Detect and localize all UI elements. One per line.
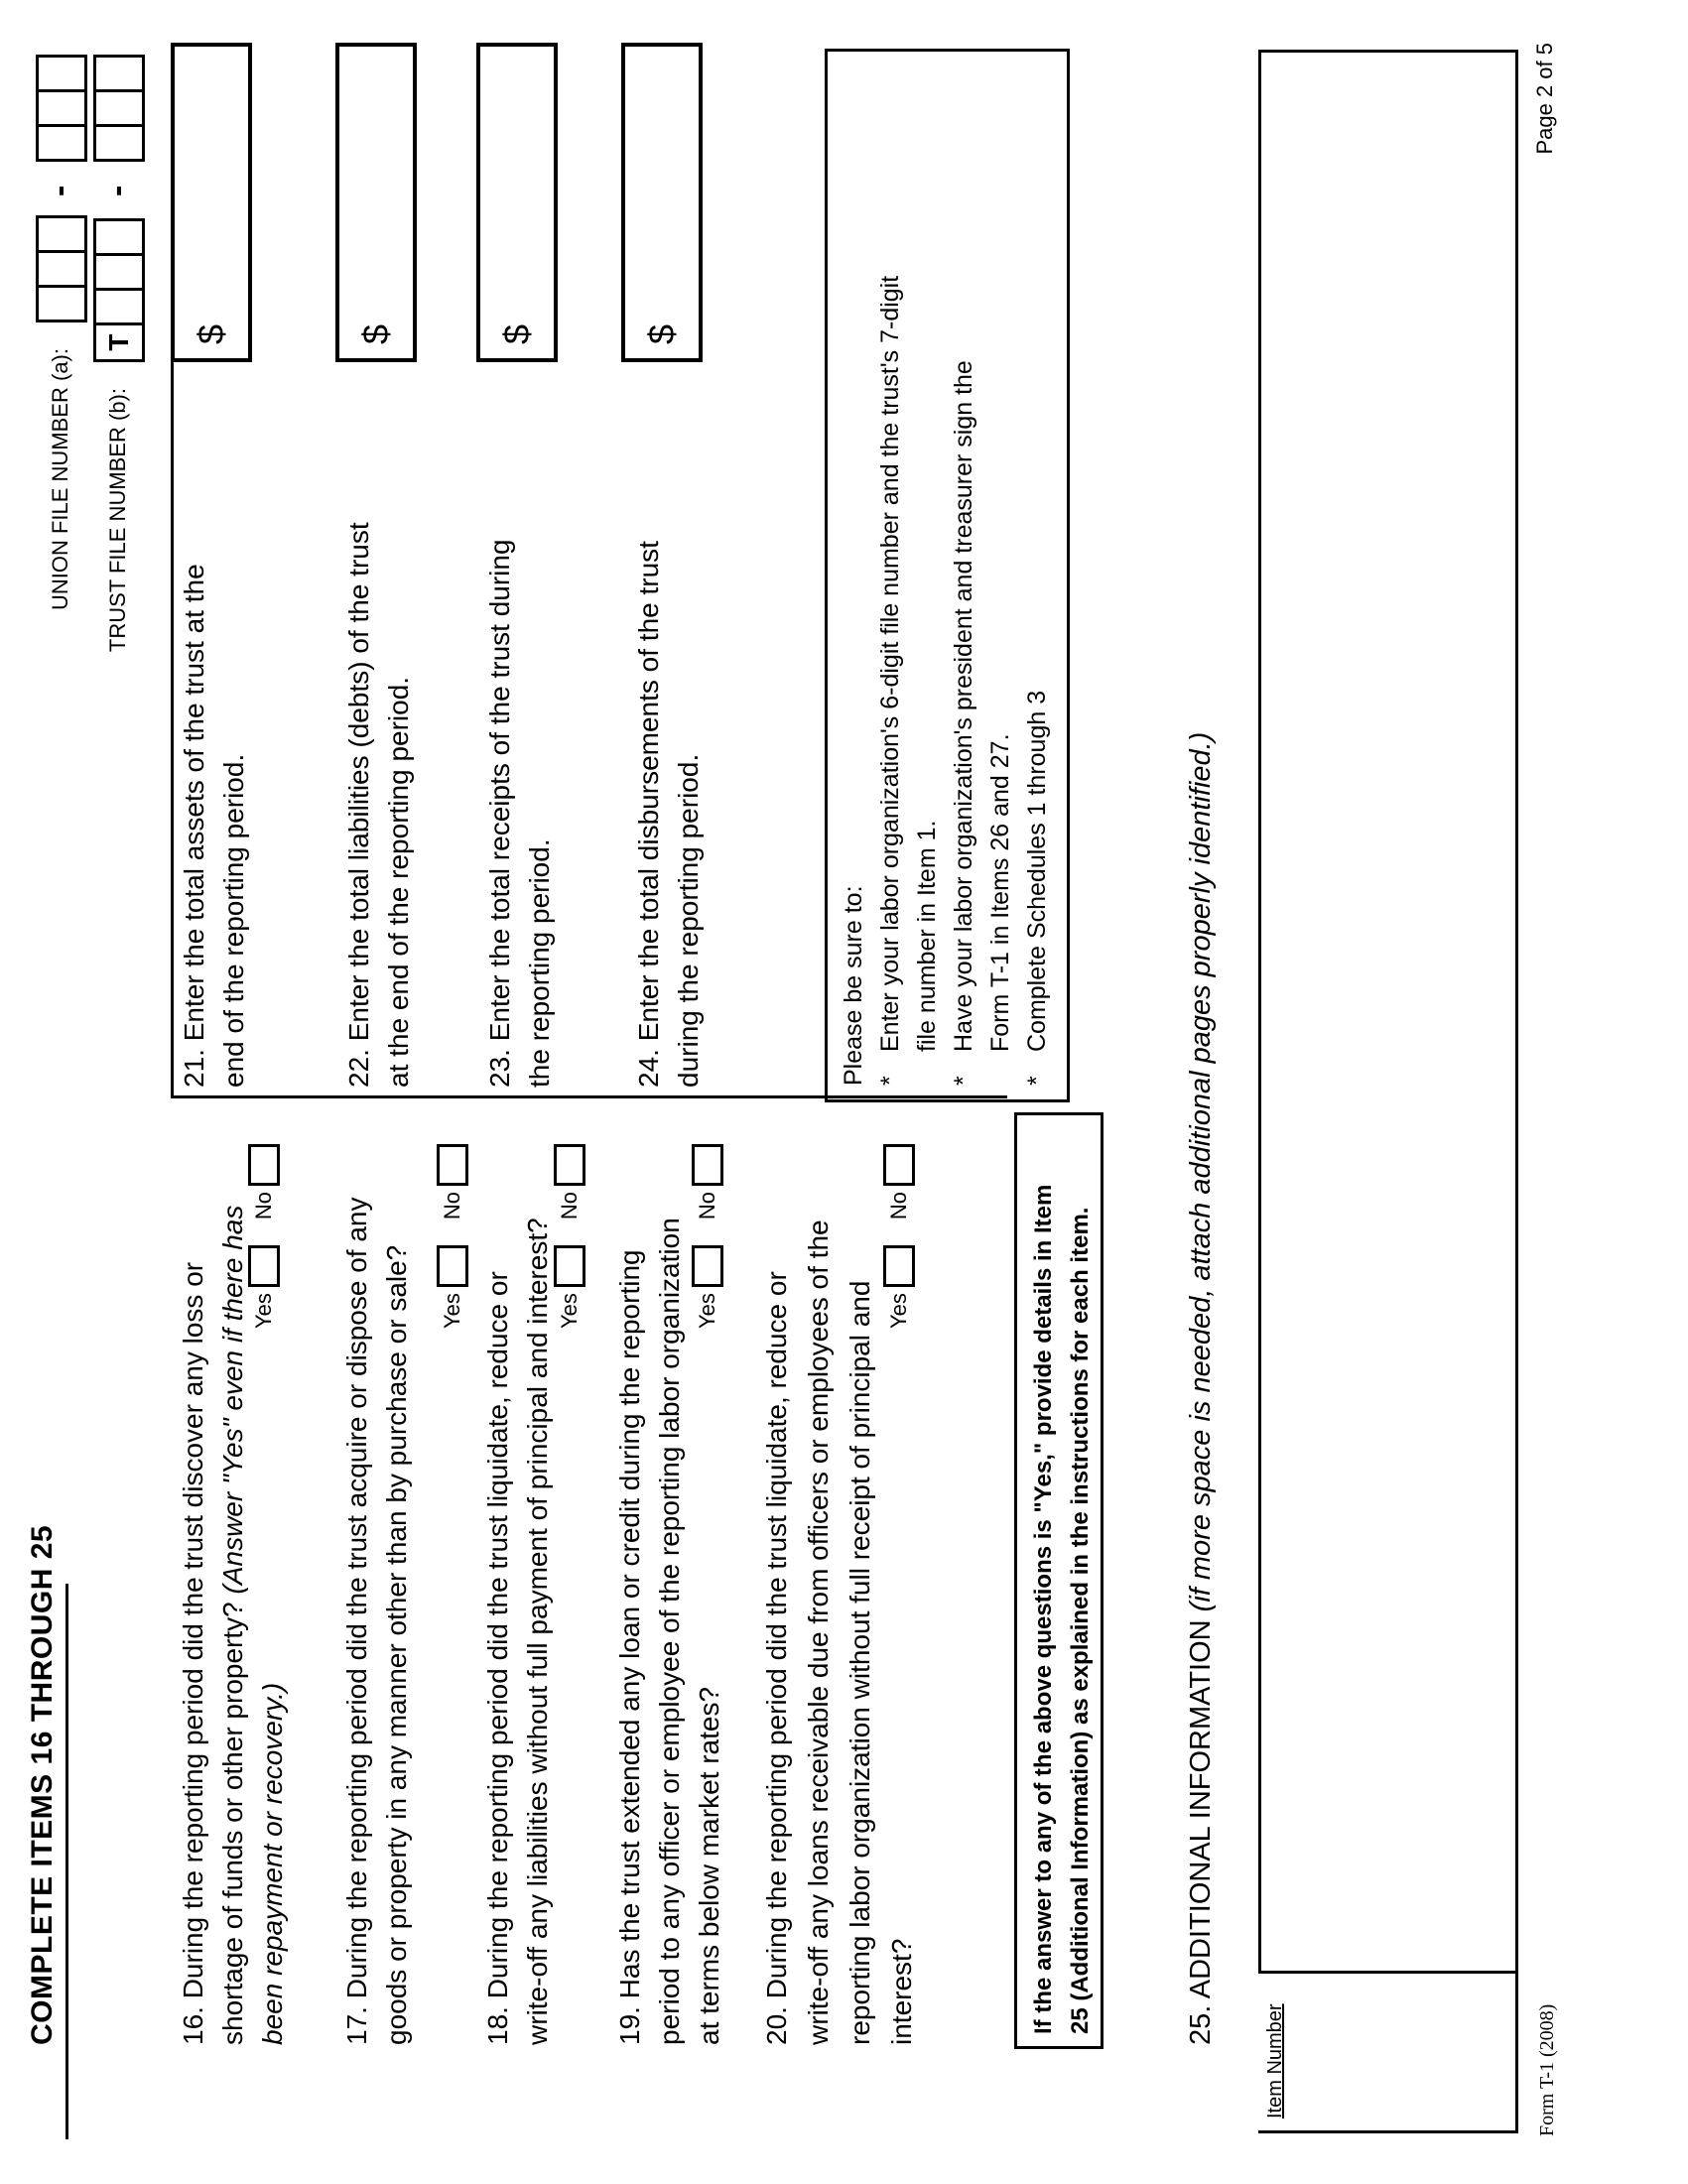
question-18-line1: 18. During the reporting period did the trust liquidate, reduce or [482, 1271, 513, 2045]
dollar-sign: $ [355, 323, 396, 344]
yes-label: Yes [440, 1293, 464, 1329]
question-20-line1: 20. During the reporting period did the trust liquidate, reduce or [761, 1271, 792, 2045]
trust-digit-cell[interactable] [93, 89, 145, 127]
no-label: No [557, 1191, 582, 1220]
yes-label: Yes [557, 1293, 582, 1329]
question-19-line1: 19. Has the trust extended any loan or credit during the reporting [614, 1249, 645, 2045]
question-18 [478, 1043, 558, 2045]
question-20-line3: reporting labor organization without full receipt of principal and [844, 1280, 875, 2045]
item-21-line2: end of the reporting period. [218, 753, 249, 1088]
trust-digit-cell[interactable] [93, 288, 145, 325]
question-19-line3: at terms below market rates? [694, 1686, 724, 2045]
item-21-amount-box[interactable] [171, 43, 252, 362]
question-18-yes-checkbox[interactable] [554, 1245, 585, 1287]
question-18-yesno [554, 1144, 585, 1329]
trust-file-number-cells-right[interactable] [93, 55, 145, 162]
additional-information-label: 25. ADDITIONAL INFORMATION (if more space is needed, attach additional pages properly identified.) [1185, 731, 1217, 2045]
trust-file-number-cells-left[interactable] [93, 218, 145, 325]
no-label: No [886, 1191, 911, 1220]
question-17-yes-checkbox[interactable] [437, 1245, 468, 1287]
question-20-line2: write-off any loans receivable due from officers or employees of the [803, 1220, 834, 2045]
union-file-number-separator: - [41, 185, 78, 196]
union-digit-cell[interactable] [36, 124, 87, 162]
question-19-yes-checkbox[interactable] [692, 1245, 723, 1287]
question-18-line2: write-off any liabilities without full payment of principal and interest? [522, 1218, 553, 2045]
reminder-intro: Please be sure to: [840, 885, 867, 1086]
question-17-line2: goods or property in any manner other than by purchase or sale? [381, 1244, 412, 2045]
item-23 [480, 373, 560, 1088]
reminder-bullet-2: * Have your labor organization's president and treasurer sign the [946, 62, 982, 1086]
question-16-yes-checkbox[interactable] [248, 1245, 280, 1287]
dollar-sign: $ [496, 323, 537, 344]
item-23-line1: 23. Enter the total receipts of the trust during [484, 539, 515, 1088]
question-19-no-checkbox[interactable] [692, 1144, 723, 1186]
union-digit-cell[interactable] [36, 89, 87, 127]
bullet-marker: * [876, 1076, 904, 1086]
reminder-bullet-1-cont: file number in Item 1. [913, 820, 941, 1052]
trust-digit-cell[interactable] [93, 218, 145, 256]
trust-prefix-cell: T [93, 322, 145, 362]
dollar-sign: $ [191, 323, 231, 344]
item-22-line2: at the end of the reporting period. [383, 676, 414, 1088]
question-17-no-checkbox[interactable] [437, 1144, 468, 1186]
item-24-line1: 24. Enter the total disbursements of the trust [633, 541, 664, 1088]
item-22 [339, 373, 419, 1088]
yes-details-warning-box [1014, 1112, 1104, 2049]
union-digit-cell[interactable] [36, 215, 87, 253]
additional-information-box[interactable] [1258, 50, 1518, 1974]
page-title: COMPLETE ITEMS 16 THROUGH 25 [26, 1524, 59, 2045]
union-file-number-label: UNION FILE NUMBER (a): [48, 348, 72, 611]
heading-rule [65, 1584, 68, 2139]
question-17-yesno [437, 1144, 468, 1329]
question-17-line1: 17. During the reporting period did the trust acquire or dispose of any [341, 1197, 372, 2045]
warning-line2: 25 (Additional Information) as explained in the instructions for each item. [1067, 1207, 1094, 2034]
question-16-yesno [248, 1144, 280, 1329]
question-20-yesno [883, 1144, 915, 1329]
reminder-bullet-3: * Complete Schedules 1 through 3 [1019, 62, 1056, 1086]
question-20-no-checkbox[interactable] [883, 1144, 915, 1186]
item-number-column [1258, 1974, 1518, 2133]
trust-file-number-separator: - [98, 185, 136, 196]
trust-digit-cell[interactable] [93, 253, 145, 291]
no-label: No [440, 1191, 464, 1220]
question-16-line3: been repayment or recovery.) [257, 1682, 288, 2045]
item-23-amount-box[interactable] [476, 43, 558, 362]
page-number: Page 2 of 5 [1532, 43, 1557, 155]
question-17 [337, 1043, 417, 2045]
union-digit-cell[interactable] [36, 55, 87, 92]
item-number-header: Item Number [1264, 2003, 1286, 2119]
item-24-amount-box[interactable] [621, 43, 703, 362]
item-22-amount-box[interactable] [335, 43, 417, 362]
yes-label: Yes [695, 1293, 719, 1329]
dollar-sign: $ [641, 323, 682, 344]
item-21-line1: 21. Enter the total assets of the trust at the [179, 564, 209, 1088]
item-23-line2: the reporting period. [524, 838, 555, 1088]
trust-digit-cell[interactable] [93, 124, 145, 162]
union-file-number-cells-left[interactable] [36, 215, 87, 322]
item-22-line1: 22. Enter the total liabilities (debts) of the trust [343, 522, 374, 1088]
question-18-no-checkbox[interactable] [554, 1144, 585, 1186]
item-24 [629, 373, 709, 1088]
union-digit-cell[interactable] [36, 250, 87, 288]
reminder-box [825, 49, 1070, 1102]
item-21 [175, 373, 254, 1088]
warning-line1: If the answer to any of the above questions is "Yes," provide details in Item [1030, 1184, 1057, 2034]
reminder-bullet-2-cont: Form T-1 in Items 26 and 27. [986, 733, 1014, 1052]
no-label: No [695, 1191, 719, 1220]
question-16-no-checkbox[interactable] [248, 1144, 280, 1186]
yes-label: Yes [886, 1293, 911, 1329]
question-20-line4: interest? [886, 1938, 917, 2045]
no-label: No [251, 1191, 276, 1220]
bullet-marker: * [1023, 1076, 1051, 1086]
form-id: Form T-1 (2008) [1536, 2003, 1558, 2136]
item-24-line2: during the reporting period. [673, 753, 704, 1088]
question-20-yes-checkbox[interactable] [883, 1245, 915, 1287]
question-19-yesno [692, 1144, 723, 1329]
question-16-line2: shortage of funds or other property? (Answer "Yes" even if there has [217, 1205, 248, 2045]
question-16-line1: 16. During the reporting period did the trust discover any loss or [178, 1261, 208, 2045]
bullet-marker: * [950, 1076, 977, 1086]
union-file-number-cells-right[interactable] [36, 55, 87, 162]
question-19-line2: period to any officer or employee of the reporting labor organization [654, 1218, 685, 2045]
trust-digit-cell[interactable] [93, 55, 145, 92]
union-digit-cell[interactable] [36, 285, 87, 322]
reminder-bullet-1: * Enter your labor organization's 6-digit file number and the trust's 7-digit [872, 62, 909, 1086]
trust-file-number-label: TRUST FILE NUMBER (b): [105, 388, 130, 653]
yes-label: Yes [251, 1293, 276, 1329]
